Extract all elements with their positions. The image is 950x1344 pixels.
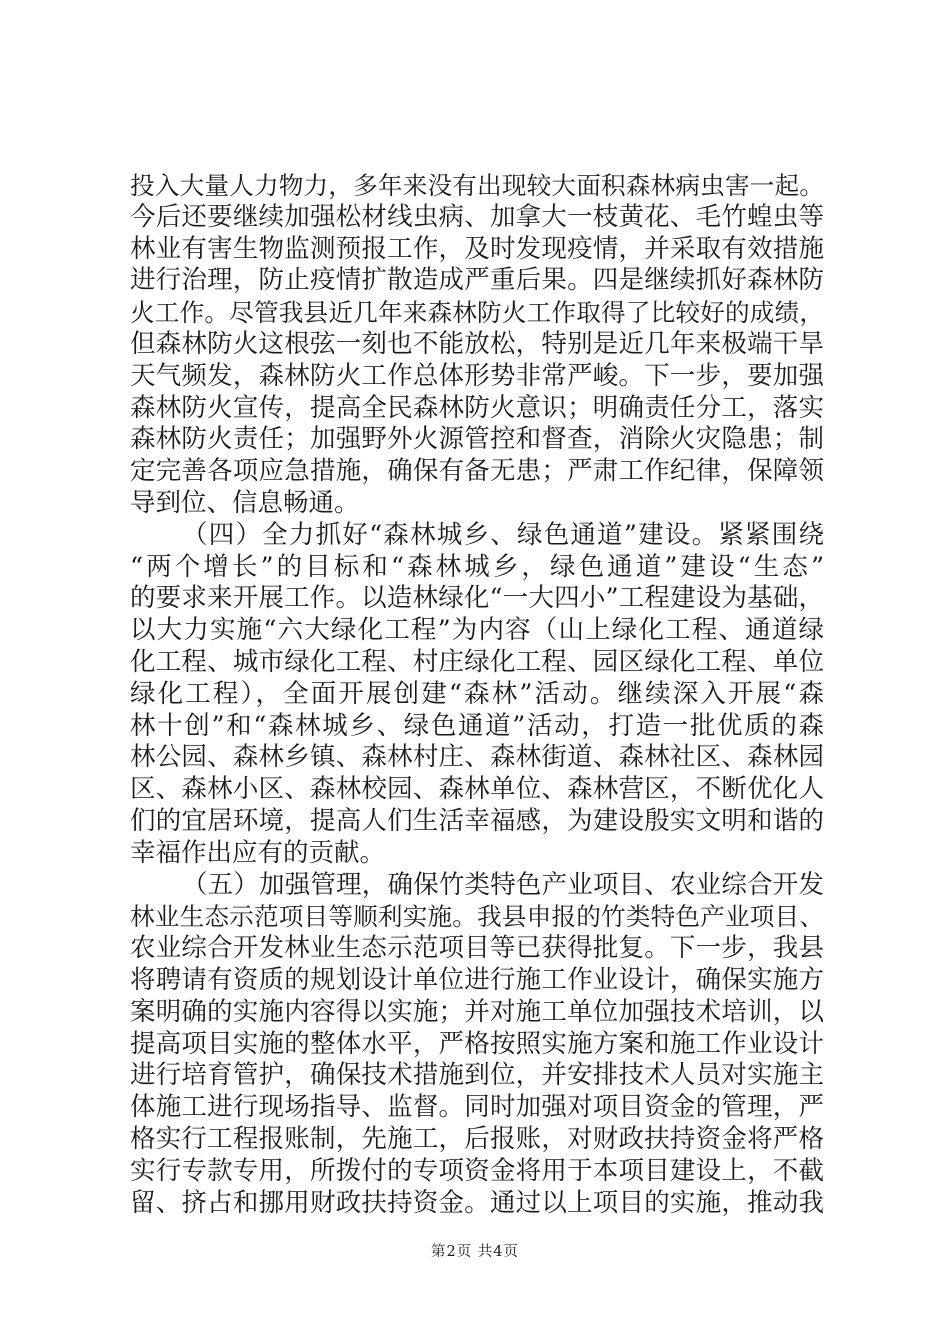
- text-line: 以大力实施“六大绿化工程”为内容（山上绿化工程、通道绿: [130, 615, 824, 646]
- section-heading-line: （五）加强管理，确保竹类特色产业项目、农业综合开发: [182, 869, 824, 900]
- text-line: 定完善各项应急措施，确保有备无患；严肃工作纪律，保障领: [130, 456, 824, 487]
- body-text: [130, 170, 824, 1219]
- text-line: 实行专款专用，所拨付的专项资金将用于本项目建设上，不截: [130, 1155, 824, 1186]
- text-line: 体施工进行现场指导、监督。同时加强对项目资金的管理，严: [130, 1092, 824, 1123]
- section-heading-line: （四）全力抓好“森林城乡、绿色通道”建设。紧紧围绕: [182, 519, 824, 550]
- text-line: 天气频发，森林防火工作总体形势非常严峻。下一步，要加强: [130, 360, 824, 391]
- text-line: 进行治理，防止疫情扩散造成严重后果。四是继续抓好森林防: [130, 265, 824, 296]
- text-line: 投入大量人力物力，多年来没有出现较大面积森林病虫害一起。: [130, 171, 824, 200]
- text-line: 但森林防火这根弦一刻也不能放松，特别是近几年来极端干旱: [130, 328, 824, 359]
- text-line: 林十创”和“森林城乡、绿色通道”活动，打造一批优质的森: [130, 710, 824, 741]
- text-line: 留、挤占和挪用财政扶持资金。通过以上项目的实施，推动我: [130, 1187, 824, 1218]
- text-line: 们的宜居环境，提高人们生活幸福感，为建设殷实文明和谐的: [130, 805, 824, 836]
- text-line: 农业综合开发林业生态示范项目等已获得批复。下一步，我县: [130, 933, 824, 964]
- text-line: 幸福作出应有的贡献。: [130, 837, 386, 868]
- text-line: “两个增长”的目标和“森林城乡，绿色通道”建设“生态”: [130, 551, 824, 582]
- text-line: 进行培育管护，确保技术措施到位，并安排技术人员对实施主: [130, 1060, 824, 1091]
- text-line: 绿化工程），全面开展创建“森林”活动。继续深入开展“森: [130, 678, 824, 709]
- text-line: 提高项目实施的整体水平，严格按照实施方案和施工作业设计: [130, 1028, 824, 1059]
- text-line: 林公园、森林乡镇、森林村庄、森林街道、森林社区、森林园: [130, 742, 824, 773]
- text-line: 导到位、信息畅通。: [130, 487, 360, 518]
- text-line: 林业生态示范项目等顺利实施。我县申报的竹类特色产业项目、: [130, 902, 824, 932]
- text-line: 森林防火宣传，提高全民森林防火意识；明确责任分工，落实: [130, 392, 824, 423]
- text-line: 林业有害生物监测预报工作，及时发现疫情，并采取有效措施: [130, 233, 824, 264]
- text-line: 案明确的实施内容得以实施；并对施工单位加强技术培训，以: [130, 996, 824, 1027]
- text-line: 的要求来开展工作。以造林绿化“一大四小”工程建设为基础，: [130, 583, 824, 614]
- page-number-footer: 第2页 共4页: [430, 1244, 520, 1260]
- text-line: 区、森林小区、森林校园、森林单位、森林营区，不断优化人: [130, 774, 824, 805]
- text-line: 今后还要继续加强松材线虫病、加拿大一枝黄花、毛竹蝗虫等: [130, 201, 824, 232]
- text-line: 化工程、城市绿化工程、村庄绿化工程、园区绿化工程、单位: [130, 646, 824, 677]
- text-line: 格实行工程报账制，先施工，后报账，对财政扶持资金将严格: [130, 1123, 824, 1154]
- text-line: 将聘请有资质的规划设计单位进行施工作业设计，确保实施方: [130, 964, 824, 995]
- text-line: 森林防火责任；加强野外火源管控和督查，消除火灾隐患；制: [130, 424, 824, 455]
- text-line: 火工作。尽管我县近几年来森林防火工作取得了比较好的成绩，: [130, 298, 824, 328]
